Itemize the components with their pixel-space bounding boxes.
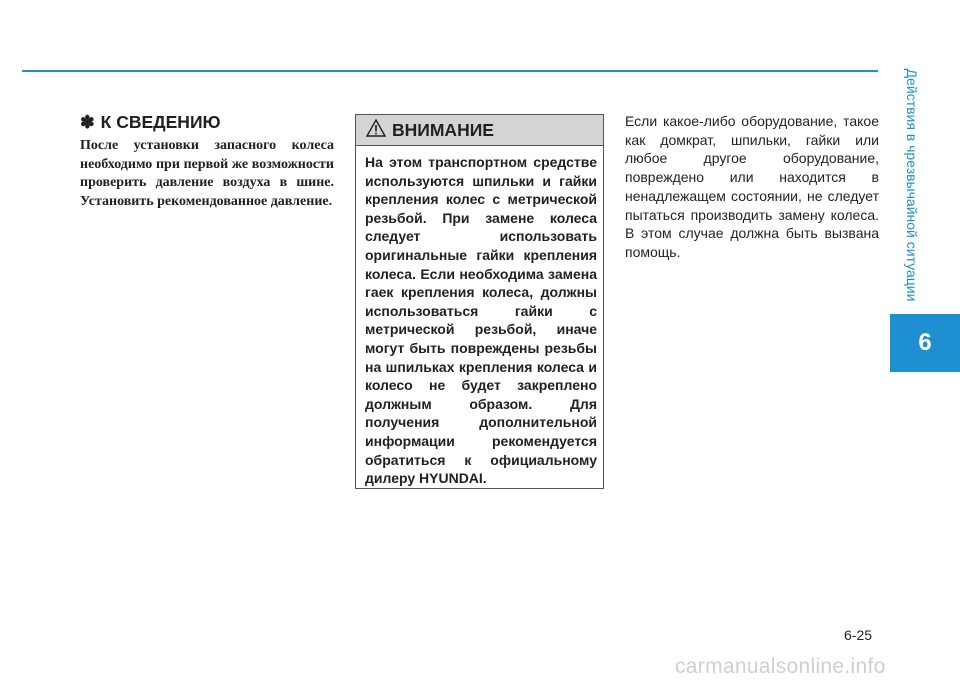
note-heading [80,112,334,133]
note-column [80,112,334,212]
chapter-tab: 6 [890,314,960,372]
asterisk-icon: ✽ [80,112,95,132]
warning-title: ВНИМАНИЕ [392,119,494,140]
warning-header [356,115,603,146]
note-heading-text: К СВЕДЕНИЮ [100,112,221,132]
warning-triangle-icon [366,119,386,142]
page-number: 6-25 [844,627,873,643]
warning-body: На этом транспортном средстве используются шпильки и гайки крепления колес с метрической резьбой. При замене колеса следует использовать оригинальные гайки крепления колеса. Если необходима замена гаек крепления колеса, должны использоваться гайки с метрической резьбой, иначе могут быть повреждены резьбы на шпильках крепления колеса и колесо не будет закреплено должным образом. Для получения дополнительной информации рекомендуется обратиться к официальному дилеру HYUNDAI. [365,154,597,487]
header-rule [22,70,878,72]
note-body: После установки запасного колеса необходимо при первой же возможности проверить давление воздуха в шине. Установить рекомендованное давление. [80,138,334,210]
section-side-title: Действия в чрезвычайной ситуации [904,68,920,302]
watermark: carmanualsonline.info [675,655,886,678]
warning-box [355,114,604,489]
right-column-text: Если какое-либо оборудование, такое как домкрат, шпильки, гайки или любое другое оборудование, повреждено или находится в ненадлежащем состоянии, не следует пытаться производить замену колеса. В этом случае должна быть вызвана помощь. [625,113,879,260]
